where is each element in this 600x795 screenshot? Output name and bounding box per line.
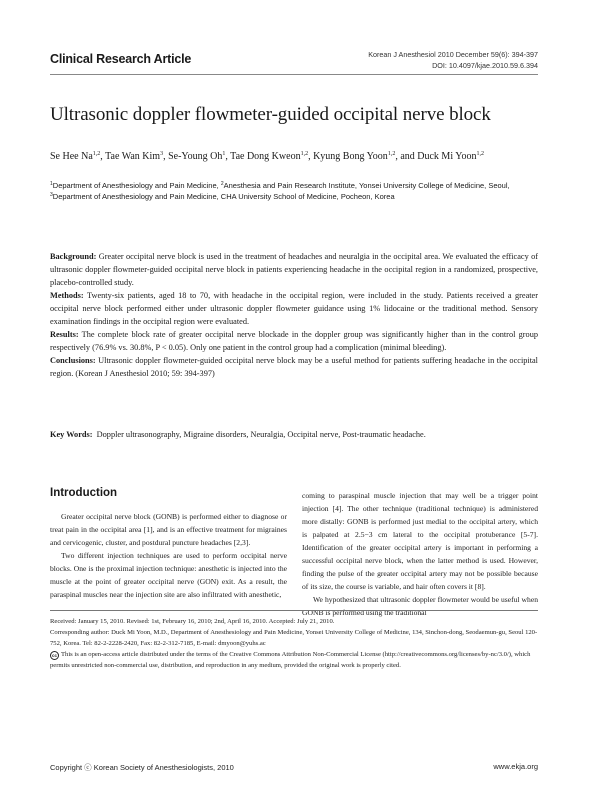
abstract-label: Conclusions: <box>50 356 96 365</box>
copyright-notice: Copyright ⓒ Korean Society of Anesthesiologists, 2010 <box>50 763 234 772</box>
license-text: This is an open-access article distributed under the terms of the Creative Commons Attribution Non-Commercial License (http://creativecommons.org/licenses/by-nc/3.0/), which permits unrestricted non-commercial use, distribution, and reproduction in any medium, provided the original work is properly cited. <box>50 651 531 669</box>
author-affil-sup: 1,2 <box>387 151 396 157</box>
section-heading-introduction: Introduction <box>50 487 118 499</box>
footnotes <box>50 616 538 671</box>
author-affil-sup: 1,2 <box>476 151 484 157</box>
affil-text: Anesthesia and Pain Research Institute, Yonsei University College of Medicine, Seoul, <box>223 181 512 190</box>
author-name: Kyung Bong Yoon <box>313 151 388 162</box>
corresponding-author: Corresponding author: Duck Mi Yoon, M.D., Department of Anesthesiology and Pain Medicine, Yonsei University College of Medicine, 134, Sinchon-dong, Seodaemun-gu, Seoul 120-752, Korea. Tel: 82-2-2228-2420, Fax: 82-2-312-7185, E-mail: dmyoon@yuhs.ac <box>50 629 538 647</box>
body-paragraph: We hypothesized that ultrasonic doppler flowmeter would be useful when GONB is performed using the traditional <box>302 595 538 617</box>
abstract-text: Ultrasonic doppler flowmeter-guided occipital nerve block may be a useful method for patients suffering headache in the occipital region. (Korean J Anesthesiol 2010; 59: 394-397) <box>50 356 541 378</box>
body-paragraph: Two different injection techniques are used to perform occipital nerve blocks. One is the proximal injection technique: anesthetic is injected into the muscle at the point of greater occipital nerve (GON) exit. As a result, the paraspinal muscles near the injection site are also infiltrated with anesthetic, <box>50 551 287 599</box>
license-note <box>50 649 538 671</box>
author-separator: , <box>225 151 231 162</box>
author-separator: , and <box>395 151 418 162</box>
abstract-results <box>50 328 541 354</box>
affil-sup: 1 <box>50 181 53 187</box>
abstract-label: Methods: <box>50 291 84 300</box>
creative-commons-icon: cc <box>51 653 57 658</box>
keywords <box>50 428 538 441</box>
author-name: Duck Mi Yoon <box>417 151 477 162</box>
keywords-text: Doppler ultrasonography, Migraine disorders, Neuralgia, Occipital nerve, Post-traumatic headache. <box>96 430 426 439</box>
keywords-label: Key Words: <box>50 430 93 439</box>
author-list <box>50 151 484 162</box>
abstract-methods <box>50 289 541 328</box>
author-name: Se-Young Oh <box>168 151 223 162</box>
footnote-divider <box>50 610 538 611</box>
article-type-label: Clinical Research Article <box>50 52 192 66</box>
author-name: Se Hee Na <box>50 151 93 162</box>
abstract-text: The complete block rate of greater occipital nerve blockade in the doppler group was significantly higher than in the control group respectively (76.9% vs. 30.8%, P < 0.05). Only one patient in the control group had a complication (minimal bleeding). <box>50 330 541 352</box>
abstract-background <box>50 250 541 289</box>
received-dates: Received: January 15, 2010. Revised: 1st, February 16, 2010; 2nd, April 16, 2010. Accepted: July 21, 2010. <box>50 618 335 625</box>
body-column-left <box>50 510 287 601</box>
affil-sup: 3 <box>50 192 53 198</box>
paper-title: Ultrasonic doppler flowmeter-guided occipital nerve block <box>50 104 491 125</box>
abstract-conclusions <box>50 354 541 380</box>
author-affil-sup: 1,2 <box>92 151 101 157</box>
author-name: Tae Dong Kweon <box>230 151 301 162</box>
abstract-label: Results: <box>50 330 79 339</box>
author-affil-sup: 1 <box>222 151 226 157</box>
abstract <box>50 250 541 380</box>
affil-sup: 2 <box>220 181 224 187</box>
doi-line[interactable]: DOI: 10.4097/kjae.2010.59.6.394 <box>432 60 538 70</box>
affiliations <box>50 180 540 202</box>
author-affil-sup: 1,2 <box>300 151 309 157</box>
body-paragraph: Greater occipital nerve block (GONB) is performed either to diagnose or treat pain in the occipital area [1], and is an effective treatment for migraines and cervicogenic, cluster, and postdural puncture headaches [2,3]. <box>50 512 287 547</box>
author-affil-sup: 3 <box>160 151 164 157</box>
author-separator: , <box>308 151 314 162</box>
journal-citation <box>368 50 538 71</box>
abstract-text: Twenty-six patients, aged 18 to 70, with headache in the occipital region, were included in the study. Patients received a greater occipital nerve block performed either under ultrasonic doppler flowmeter guidance using 1% lidocaine or the traditional method. Sensory examination findings in the occipital region were evaluated. <box>50 291 541 326</box>
abstract-label: Background: <box>50 252 97 261</box>
affil-text: Department of Anesthesiology and Pain Medicine, CHA University School of Medicine, Pocheon, Korea <box>52 192 395 201</box>
author-name: Tae Wan Kim <box>105 151 161 162</box>
author-separator: , <box>100 151 106 162</box>
body-column-right <box>302 489 538 619</box>
body-paragraph: coming to paraspinal muscle injection that may well be a trigger point injection [4]. The other technique (traditional technique) is administered more distally: GONB is performed just medial to the occipital artery, which is palpated at 2.5−3 cm lateral to the occipital protuberance [5-7]. Identification of the greater occipital artery is important in performing a successful occipital nerve block, when the latter method is used. However, finding the pulse of the greater occipital artery may not be possible because of its size, the course is variable, and hair often covers it [8]. <box>302 491 538 591</box>
header-divider <box>50 74 538 75</box>
abstract-text: Greater occipital nerve block is used in the treatment of headaches and neuralgia in the occipital area. We evaluated the efficacy of ultrasonic doppler flowmeter-guided occipital nerve block in patients experiencing headache in the occipital region in a randomized, prospective, placebo-controlled study. <box>50 252 541 287</box>
author-separator: , <box>163 151 169 162</box>
journal-website-link[interactable]: www.ekja.org <box>493 762 538 771</box>
citation-line: Korean J Anesthesiol 2010 December 59(6): 394-397 <box>368 50 538 59</box>
affil-text: Department of Anesthesiology and Pain Medicine, <box>52 181 221 190</box>
